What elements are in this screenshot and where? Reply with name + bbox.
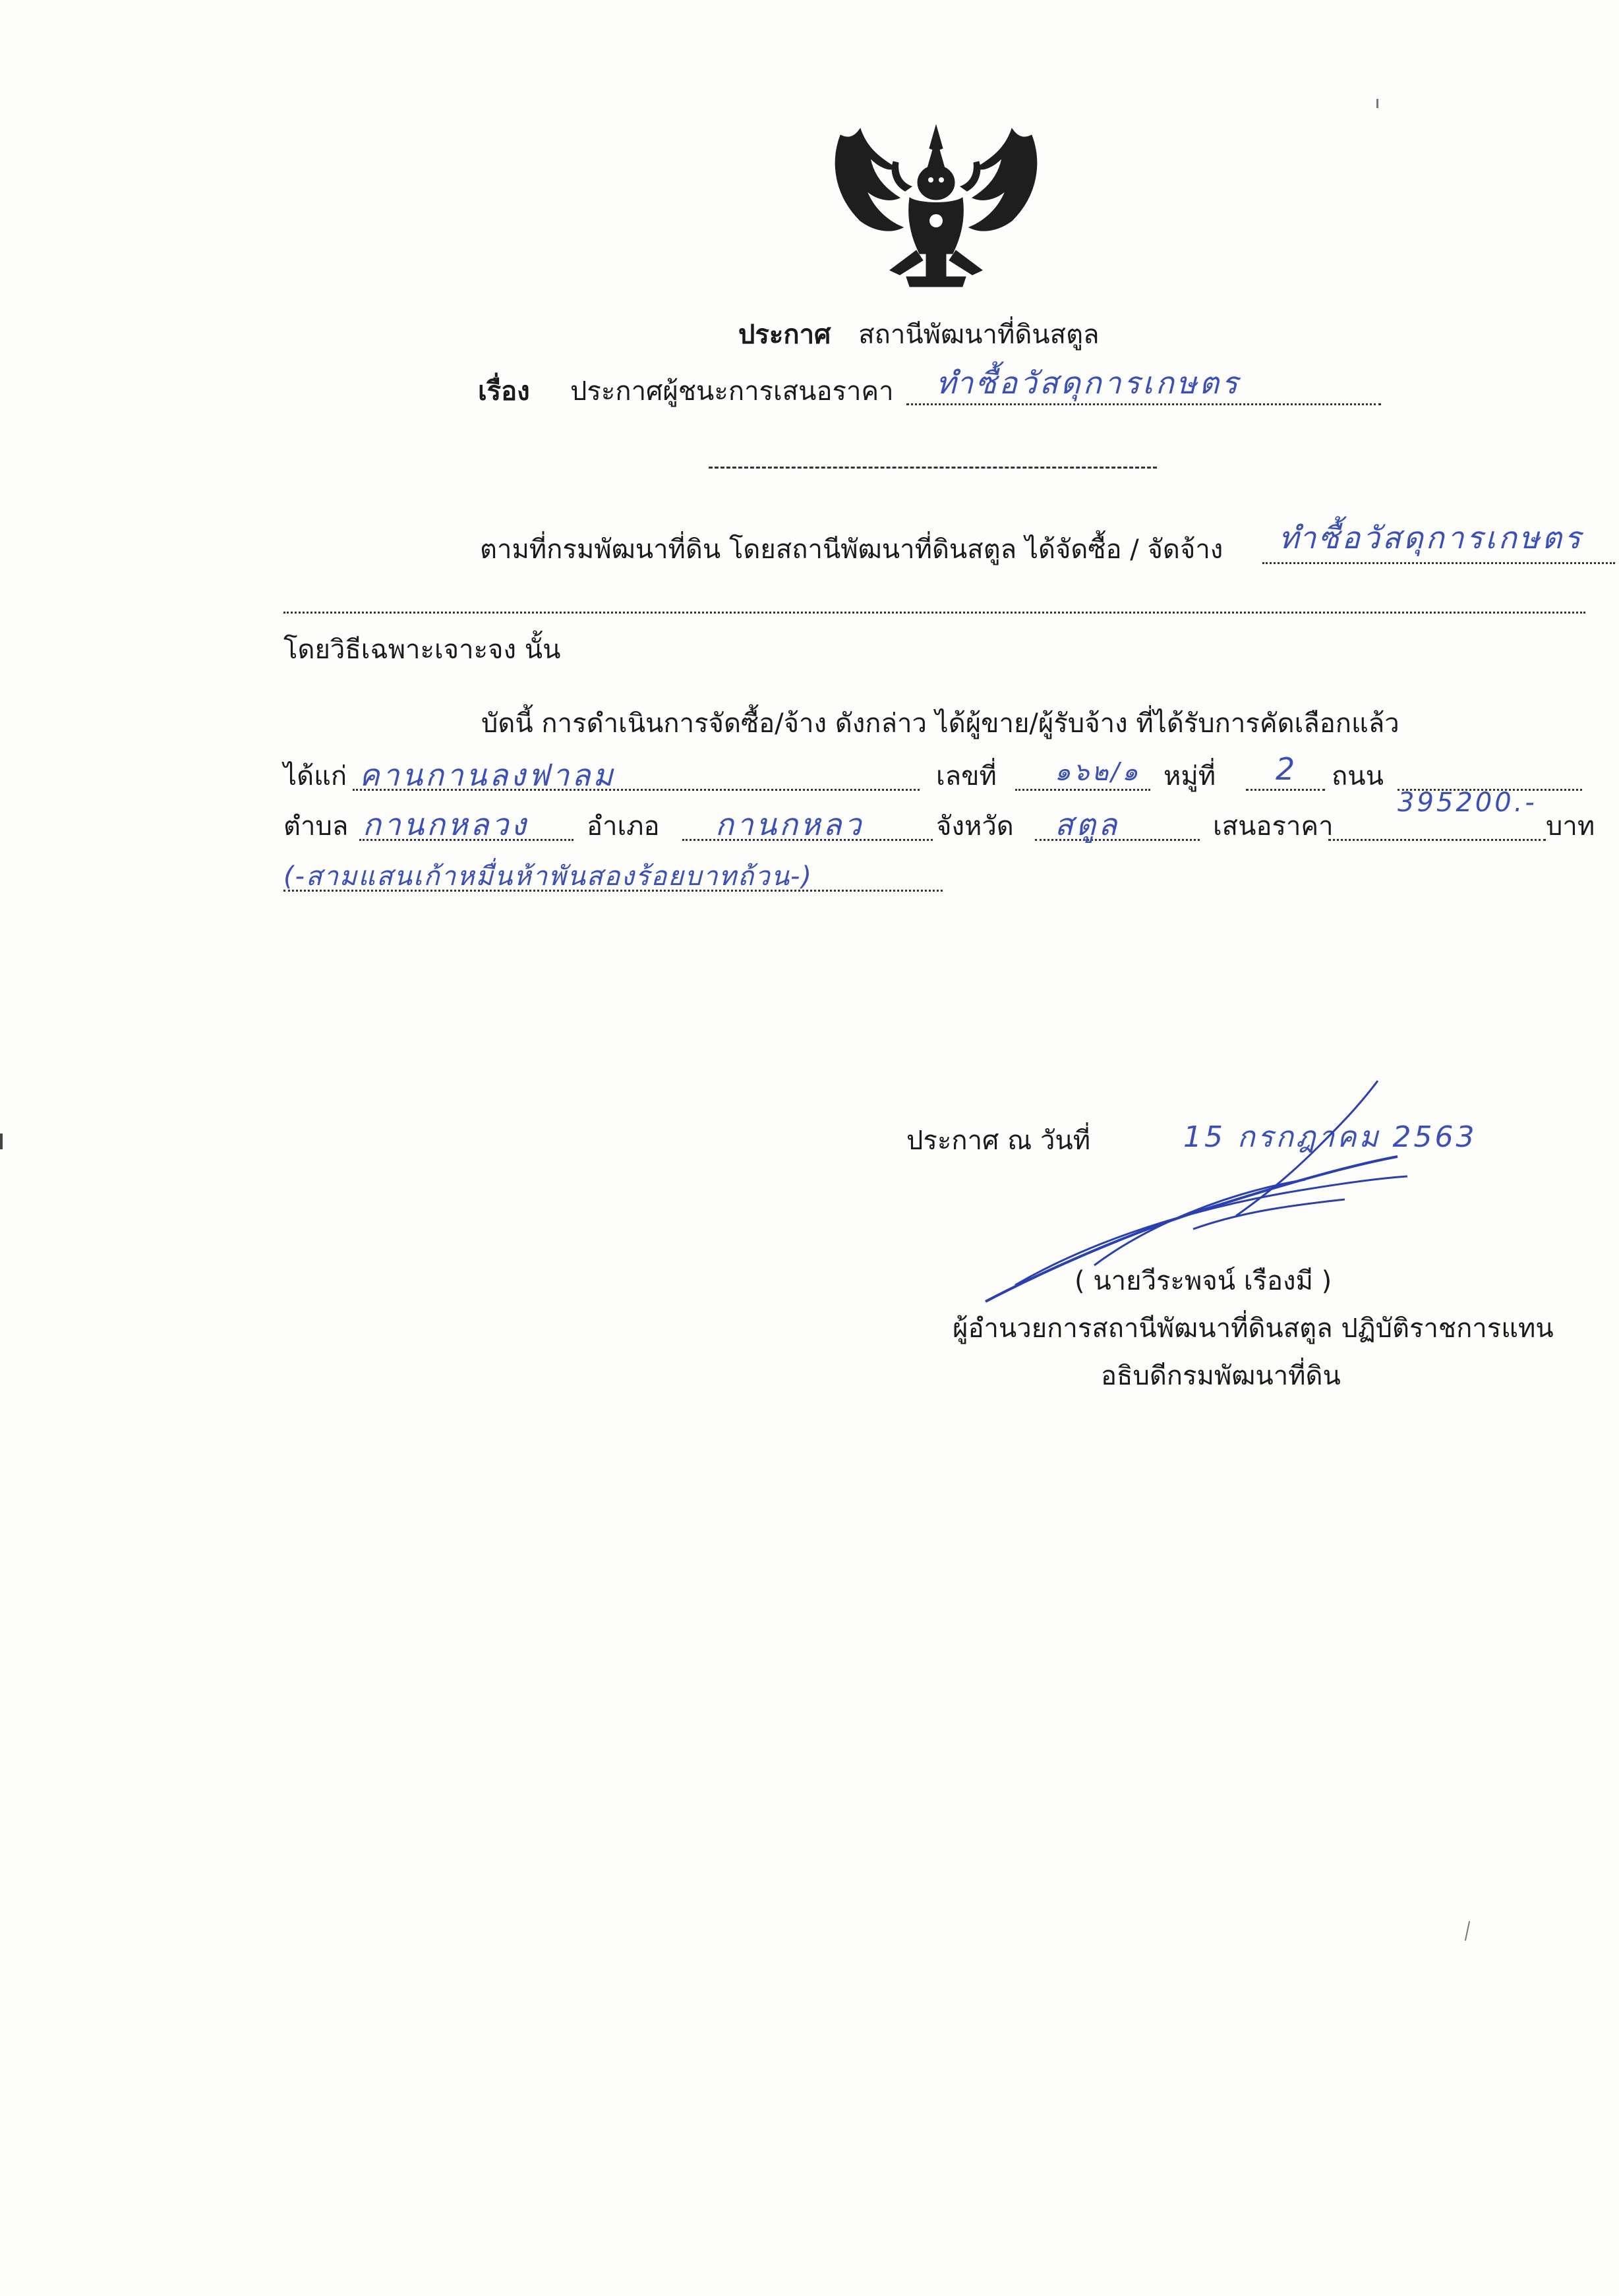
signer-title-2: อธิบดีกรมพัฒนาที่ดิน bbox=[1101, 1361, 1341, 1391]
tambon-handwritten: กานกหลวง bbox=[363, 807, 529, 842]
price-dotted-line bbox=[1328, 839, 1546, 841]
subject-text: ประกาศผู้ชนะการเสนอราคา bbox=[570, 376, 894, 407]
to-label: ได้แก่ bbox=[283, 761, 347, 791]
title-org: สถานีพัฒนาที่ดินสตูล bbox=[858, 320, 1100, 350]
scan-mark bbox=[1376, 99, 1378, 108]
moo-handwritten: 2 bbox=[1276, 751, 1298, 787]
province-label: จังหวัด bbox=[936, 811, 1014, 842]
subject-label: เรื่อง bbox=[478, 376, 530, 407]
announcement-title bbox=[738, 318, 1100, 352]
paragraph-1: ตามที่กรมพัฒนาที่ดิน โดยสถานีพัฒนาที่ดินสตูล ได้จัดซื้อ / จัดจ้าง bbox=[480, 534, 1223, 565]
method-text: โดยวิธีเฉพาะเจาะจง นั้น bbox=[283, 635, 561, 665]
separator-line bbox=[709, 467, 1157, 469]
scan-mark bbox=[0, 1134, 3, 1149]
para1-dotted-line bbox=[1262, 562, 1615, 564]
province-handwritten: สตูล bbox=[1055, 807, 1120, 842]
tambon-label: ตำบล bbox=[283, 811, 349, 842]
moo-dotted-line bbox=[1246, 789, 1325, 791]
title-prefix: ประกาศ bbox=[738, 320, 831, 350]
no-handwritten: ๑๖๒/๑ bbox=[1055, 757, 1141, 786]
price-words-handwritten: (-สามแสนเก้าหมื่นห้าพันสองร้อยบาทถ้วน-) bbox=[283, 861, 813, 892]
garuda-emblem bbox=[827, 122, 1045, 293]
para1-dotted-line-2 bbox=[283, 612, 1585, 614]
moo-label: หมู่ที่ bbox=[1163, 761, 1216, 791]
to-handwritten: คานกานลงฟาลม bbox=[359, 757, 616, 793]
price-handwritten: 395200.- bbox=[1398, 788, 1537, 818]
amphoe-label: อำเภอ bbox=[587, 811, 660, 842]
scan-mark bbox=[1465, 1921, 1470, 1941]
amphoe-handwritten: กานกหลว bbox=[715, 807, 864, 842]
price-label: เสนอราคา bbox=[1213, 811, 1334, 842]
para1-handwritten: ทำซื้อวัสดุการเกษตร bbox=[1279, 520, 1583, 556]
date-handwritten: 15 กรกฎาคม 2563 bbox=[1183, 1120, 1477, 1154]
announce-date-label: ประกาศ ณ วันที่ bbox=[906, 1126, 1091, 1156]
subject-handwritten: ทำซื้อวัสดุการเกษตร bbox=[936, 365, 1241, 401]
signer-name: ( นายวีระพจน์ เรืองมี ) bbox=[1074, 1266, 1332, 1296]
paragraph-2: บัดนี้ การดำเนินการจัดซื้อ/จ้าง ดังกล่าว ได้ผู้ขาย/ผู้รับจ้าง ที่ได้รับการคัดเลือกแล้ว bbox=[481, 708, 1399, 739]
signer-title: ผู้อำนวยการสถานีพัฒนาที่ดินสตูล ปฏิบัติราชการแทน bbox=[953, 1313, 1554, 1344]
baht-label: บาท bbox=[1546, 811, 1595, 842]
no-label: เลขที่ bbox=[936, 761, 997, 791]
road-label: ถนน bbox=[1332, 761, 1384, 791]
